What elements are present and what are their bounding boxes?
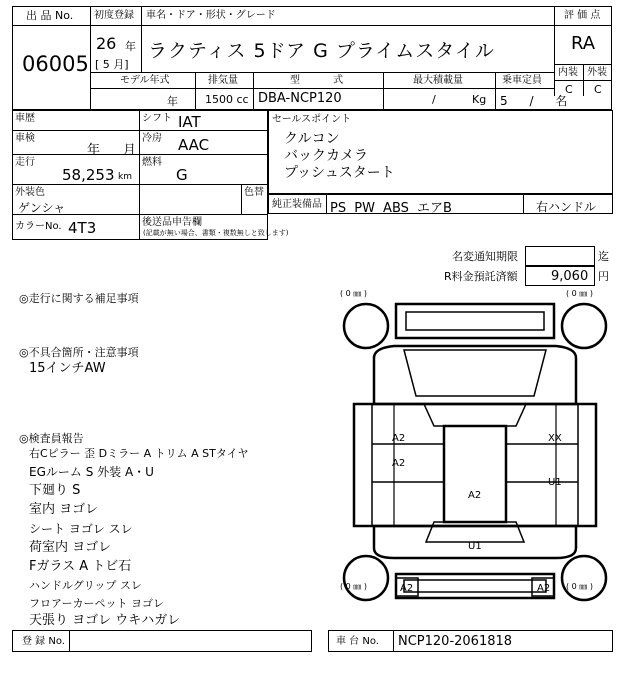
- mileage-value: 58,253: [62, 166, 115, 184]
- load-label: 最大積載量: [413, 75, 463, 86]
- exterior-label: 外装: [587, 67, 607, 78]
- displacement-value: 1500 cc: [205, 93, 249, 106]
- defects-heading: ◎不具合箇所・注意事項: [19, 346, 139, 359]
- inspector-line-4: 室内 ヨゴレ: [29, 502, 99, 517]
- displacement-label: 排気量: [208, 75, 238, 86]
- fuel-value: G: [176, 166, 188, 184]
- inspector-line-1: 右Cピラー 歪 Dミラー A トリム A STタイヤ: [29, 447, 249, 460]
- inspector-line-9: フロアーカーペット ヨゴレ: [29, 597, 164, 610]
- exterior-grade: C: [594, 83, 602, 96]
- title-label: 車名・ドア・形状・グレード: [146, 10, 276, 21]
- mark-left-rear-door: A2: [392, 458, 406, 469]
- recycle-value: 9,060: [551, 269, 589, 284]
- car-damage-diagram: [334, 286, 616, 606]
- sales-point-2: バックカメラ: [284, 148, 368, 164]
- color-no-value: 4T3: [68, 219, 97, 237]
- tire-label-front-right: ( 0 ㎜ ): [566, 289, 593, 298]
- tire-label-rear-right: ( 0 ㎜ ): [566, 582, 593, 591]
- recycle-unit: 円: [598, 270, 609, 283]
- name-change-box: [525, 246, 595, 266]
- inspector-line-3: 下廻り S: [29, 483, 81, 498]
- tire-rear-left: [344, 556, 388, 600]
- exterior-color-value: ゲンシャ: [18, 201, 66, 215]
- mileage-unit: km: [118, 172, 132, 182]
- sales-point-label: セールスポイント: [272, 114, 352, 125]
- steering-value: 右ハンドル: [536, 200, 597, 214]
- mark-roof: A2: [468, 490, 482, 501]
- equipment-value: PS PW ABS エアB: [330, 201, 452, 216]
- load-unit: Kg: [472, 93, 487, 106]
- defects-line-1: 15インチAW: [29, 361, 106, 376]
- tire-front-right: [562, 304, 606, 348]
- tire-label-rear-left: ( 0 ㎜ ): [340, 582, 367, 591]
- history-label: 車歴: [15, 113, 35, 124]
- type-label: 型 式: [290, 75, 344, 86]
- first-reg-label: 初度登録: [94, 10, 134, 21]
- inspector-line-10: 天張り ヨゴレ ウキハガレ: [29, 613, 181, 628]
- recycle-label: R料金預託済額: [444, 270, 518, 283]
- mark-rear-bumper-left: A2: [400, 583, 414, 594]
- grade-label: 評 価 点: [564, 10, 601, 21]
- mileage-label: 走行: [15, 157, 35, 168]
- mark-rear-bumper-right: A2: [537, 583, 551, 594]
- name-change-label: 名変通知期限: [452, 250, 518, 263]
- repaint-label: 色替: [244, 187, 264, 198]
- type-value: DBA-NCP120: [258, 91, 342, 106]
- interior-grade: C: [565, 83, 573, 96]
- inspection-year: 年: [87, 143, 101, 158]
- inspector-line-5: シート ヨゴレ スレ: [29, 522, 133, 536]
- tire-front-left: [344, 304, 388, 348]
- shift-value: IAT: [178, 113, 201, 131]
- capacity-value: 5 / 名: [500, 94, 568, 108]
- first-reg-year: 26: [96, 34, 117, 53]
- first-reg-month: [ 5 月]: [95, 58, 129, 71]
- inspection-label: 車検: [15, 133, 35, 144]
- color-no-label: カラーNo.: [15, 221, 62, 232]
- inspector-line-6: 荷室内 ヨゴレ: [29, 540, 112, 555]
- model-year-unit: 年: [167, 95, 178, 108]
- overall-grade: RA: [571, 33, 596, 54]
- inspector-line-7: Fガラス A トビ石: [29, 559, 132, 574]
- inspector-line-8: ハンドルグリップ スレ: [29, 579, 142, 592]
- ac-label: 冷房: [142, 133, 162, 144]
- car-title: ラクティス 5ドア G プライムスタイル: [148, 40, 495, 62]
- driving-heading: ◎走行に関する補足事項: [19, 292, 139, 305]
- mark-right-front-door: XX: [548, 433, 562, 444]
- inspector-line-2: EGルーム S 外装 A・U: [29, 465, 154, 479]
- docs-label: 後送品申告欄: [142, 217, 202, 228]
- chassis-label: 車 台 No.: [336, 636, 379, 647]
- tire-label-front-left: ( 0 ㎜ ): [340, 289, 367, 298]
- shift-label: シフト: [142, 113, 172, 124]
- inspection-month: 月: [123, 143, 137, 158]
- fuel-label: 燃料: [142, 157, 162, 168]
- first-reg-year-unit: 年: [125, 40, 136, 53]
- mark-left-front-door: A2: [392, 433, 406, 444]
- load-slash: /: [432, 93, 436, 106]
- sales-point-3: プッシュスタート: [284, 165, 395, 181]
- inspector-heading: ◎検査員報告: [19, 432, 84, 445]
- mark-right-rear-door: U1: [548, 477, 562, 488]
- lot-label: 出 品 No.: [26, 9, 74, 22]
- model-year-label: モデル年式: [120, 75, 170, 86]
- name-change-unit: 迄: [598, 250, 609, 263]
- docs-note: (記載が無い場合、書類・複数無しと致します): [143, 229, 289, 237]
- interior-label: 内装: [558, 67, 578, 78]
- capacity-label: 乗車定員: [502, 75, 542, 86]
- exterior-color-label: 外装色: [15, 187, 45, 198]
- equipment-label: 純正装備品: [272, 199, 322, 210]
- sales-point-1: クルコン: [284, 131, 340, 147]
- ac-value: AAC: [178, 136, 210, 154]
- registration-label: 登 録 No.: [22, 636, 65, 647]
- chassis-value: NCP120-2061818: [398, 634, 513, 649]
- lot-number: 06005: [22, 52, 89, 76]
- mark-rear-section: U1: [468, 541, 482, 552]
- tire-rear-right: [562, 556, 606, 600]
